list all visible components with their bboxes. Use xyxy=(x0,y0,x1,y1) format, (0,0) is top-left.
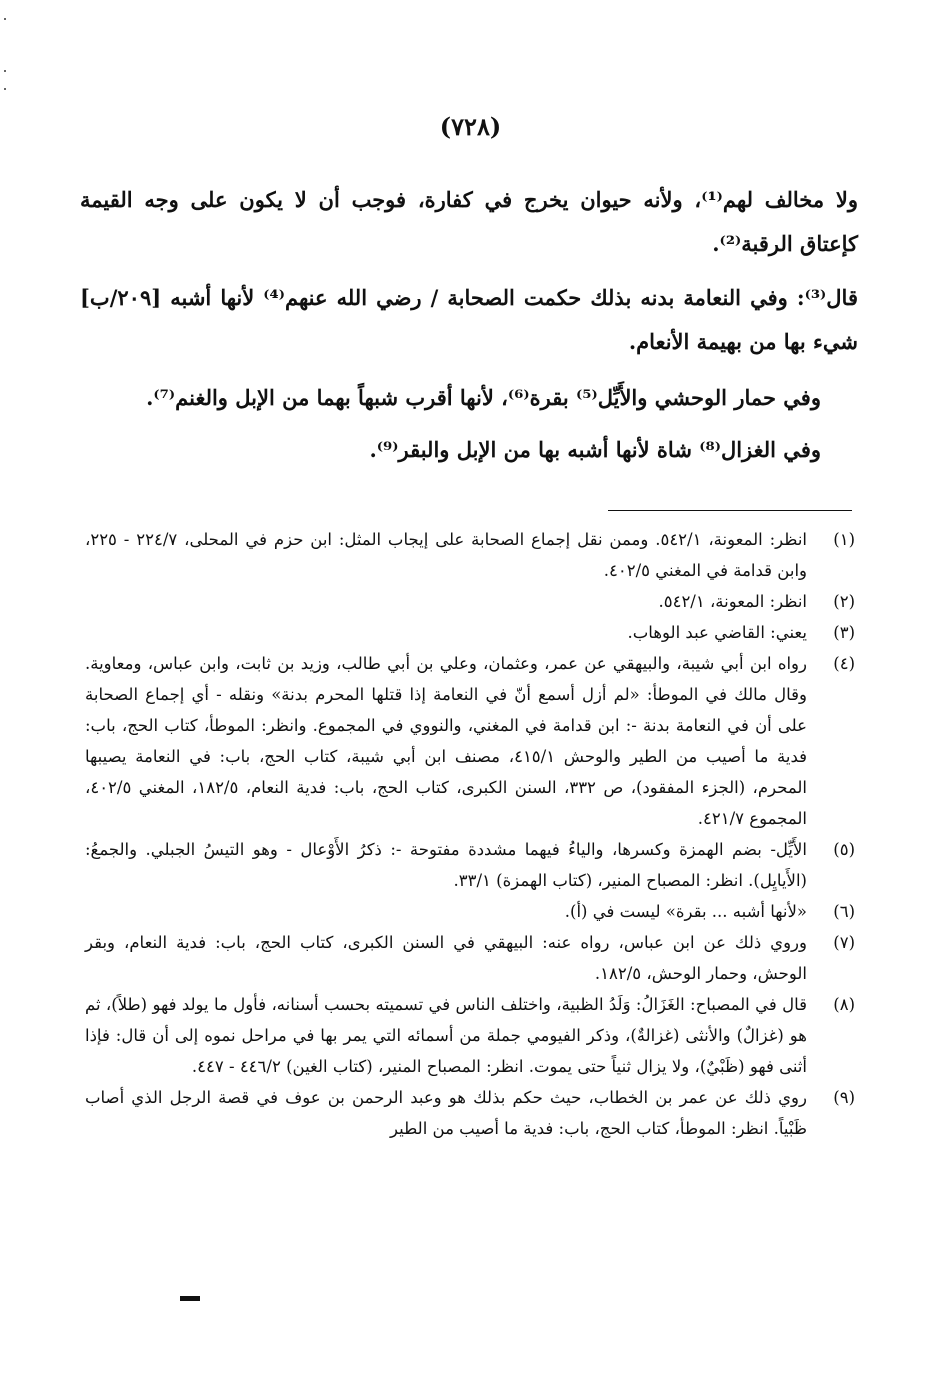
footnote xyxy=(85,834,855,896)
footnote xyxy=(85,989,855,1082)
page-number: (٧٢٨) xyxy=(439,112,502,141)
footnote-number: (٣) xyxy=(833,623,855,642)
footnote-number: (٤) xyxy=(833,654,855,673)
footnote-text: وروي ذلك عن ابن عباس، رواه عنه: البيهقي في السنن الكبرى، كتاب الحج، باب: فدية النعام، وبقر الوحش، وحمار الوحش، ١٨٢/٥. xyxy=(85,933,807,983)
body-paragraph: وفي الغزال⁽⁸⁾ شاة لأنها أشبه بها من الإبل والبقر⁽⁹⁾. xyxy=(369,437,821,462)
footnote-number: (٦) xyxy=(833,902,855,921)
footnote-number: (٨) xyxy=(833,995,855,1014)
footnote-separator xyxy=(608,510,852,511)
footnote-text: رواه ابن أبي شيبة، والبيهقي عن عمر، وعثمان، وعلي بن أبي طالب، وزيد بن ثابت، وابن عباس، ومعاوية. وقال مالك في الموطأ: «لم أزل أسمع أنّ في النعامة إذا قتلها المحرم بدنة» ونقله - أي إجماع الصحابة على أن في النعامة بدنة -: ابن قدامة في المغني، والنووي في المجموع. وانظر: الموطأ، كتاب الحج، باب: فدية ما أصيب من الطير والوحش ٤١٥/١، مصنف ابن أبي شيبة، كتاب الحج، باب: في النعامة يصيبها المحرم، (الجزء المفقود)، ص ٣٣٢، السنن الكبرى، كتاب الحج، باب: فدية النعام، ١٨٢/٥، المغني ٤٠٢/٥، المجموع ٤٢١/٧. xyxy=(85,654,807,828)
footnote xyxy=(85,648,855,834)
footnote xyxy=(85,927,855,989)
body-paragraph: قال⁽³⁾: وفي النعامة بدنه بذلك حكمت الصحابة / رضي الله عنهم⁽⁴⁾ لأنها أشبه [٢٠٩/ب] شيء بها من بهيمة الأنعام. xyxy=(80,285,858,354)
body-paragraph: ولا مخالف لهم⁽¹⁾، ولأنه حيوان يخرج في كفارة، فوجب أن لا يكون على وجه القيمة كإعتاق الرقبة⁽²⁾. xyxy=(80,187,858,256)
footnote-number: (٩) xyxy=(833,1088,855,1107)
footnotes xyxy=(85,524,855,1144)
footnote xyxy=(85,1082,855,1144)
page-end-mark xyxy=(180,1296,200,1301)
footnote-number: (٢) xyxy=(833,592,855,611)
footnote-number: (١) xyxy=(833,530,855,549)
footnote-text: انظر: المعونة، ٥٤٢/١. xyxy=(658,592,807,611)
footnote-text: يعني: القاضي عبد الوهاب. xyxy=(627,623,807,642)
footnote-text: الأَيِّل- بضم الهمزة وكسرها، والياءُ فيهما مشددة مفتوحة -: ذكرُ الأَوْعال - وهو التيسُ الجبلي. والجمعُ: (الأَيايِل). انظر: المصباح المنير، (كتاب الهمزة) ٣٣/١. xyxy=(85,840,807,890)
footnote-number: (٥) xyxy=(833,840,855,859)
body-paragraph: وفي حمار الوحشي والأَيِّل⁽⁵⁾ بقرة⁽⁶⁾، لأنها أقرب شبهاً بهما من الإبل والغنم⁽⁷⁾. xyxy=(146,385,821,410)
footnote-text: «لأنها أشبه ... بقرة» ليست في (أ). xyxy=(564,902,807,921)
scan-dot xyxy=(4,88,6,90)
footnote xyxy=(85,896,855,927)
footnote-text: انظر: المعونة، ٥٤٢/١. وممن نقل إجماع الصحابة على إيجاب المثل: ابن حزم في المحلى، ٢٢٤/٧ - ٢٢٥، وابن قدامة في المغني ٤٠٢/٥. xyxy=(85,530,807,580)
scan-dot xyxy=(4,70,6,72)
footnote-number: (٧) xyxy=(833,933,855,952)
footnote-text: روي ذلك عن عمر بن الخطاب، حيث حكم بذلك هو وعبد الرحمن بن عوف في قصة الرجل الذي أصاب ظَبْياً. انظر: الموطأ، كتاب الحج، باب: فدية ما أصيب من الطير xyxy=(85,1088,807,1138)
footnote-text: قال في المصباح: الغَزَالُ: وَلَدُ الظبية، واختلف الناس في تسميته بحسب أسنانه، فأول ما يولد فهو (طلاً)، ثم هو (غزالٌ) والأنثى (غزالةٌ)، وذكر الفيومي جملة من أسمائه التي يمر بها في مراحل نموه إلى أن قال: فإذا أثنى فهو (ظَبْيٌ)، ولا يزال ثنياً حتى يموت. انظر: المصباح المنير، (كتاب الغين) ٤٤٦/٢ - ٤٤٧. xyxy=(85,995,807,1076)
footnote xyxy=(85,617,855,648)
footnote xyxy=(85,586,855,617)
scan-dot xyxy=(4,18,6,20)
footnote xyxy=(85,524,855,586)
